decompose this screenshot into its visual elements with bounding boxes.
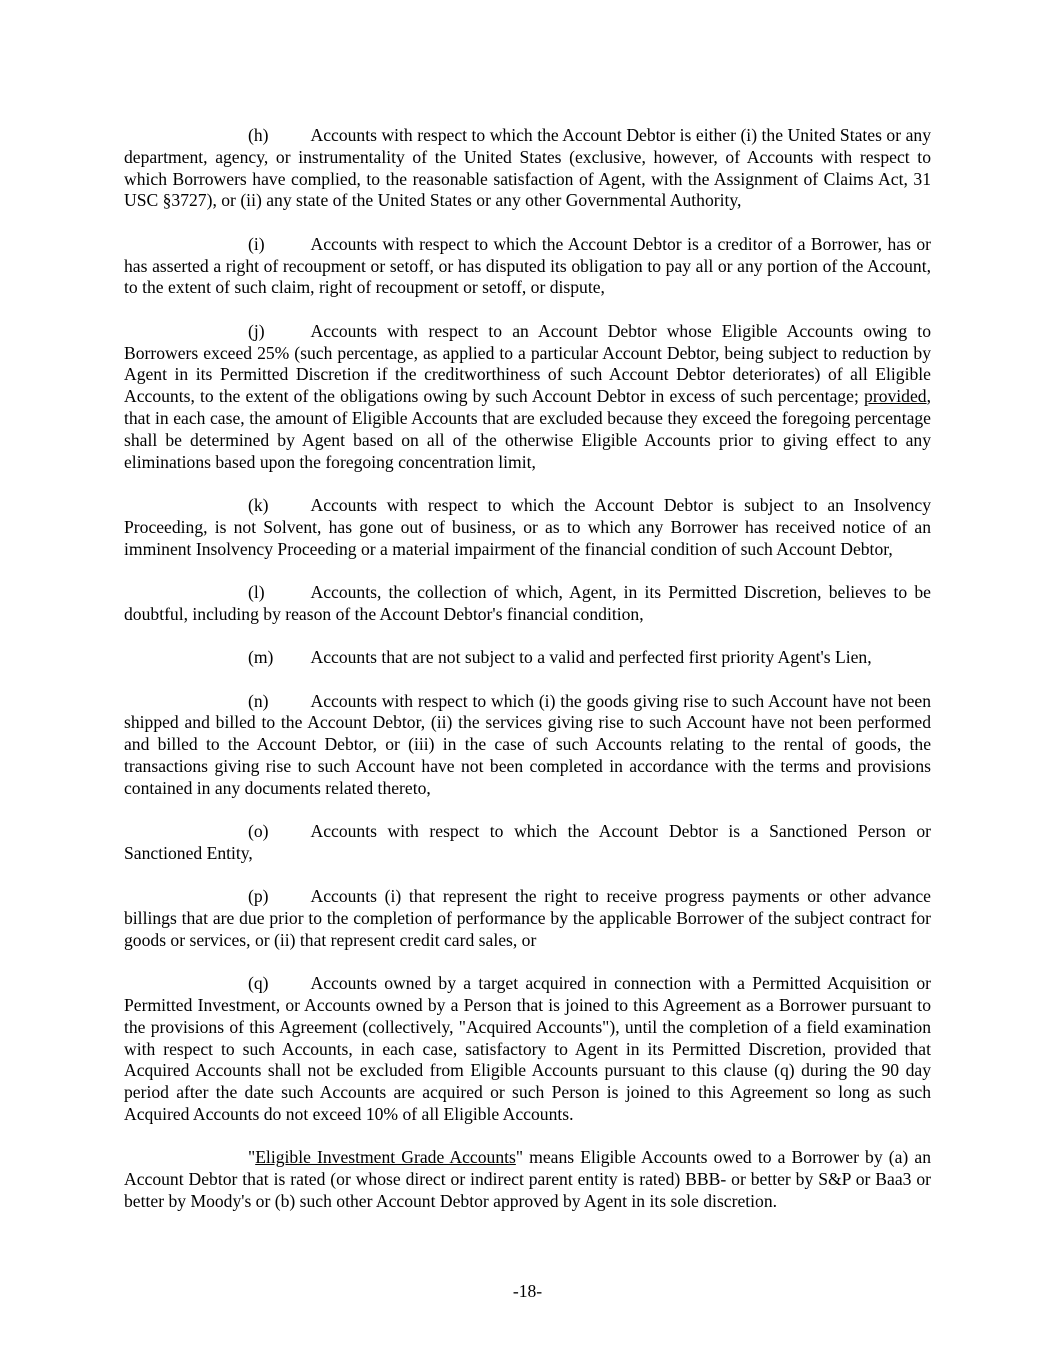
clause-o xyxy=(124,821,931,865)
clause-text: Accounts owned by a target acquired in connection with a Permitted Acquisition or Permitted Investment, or Accounts owned by a Person that is joined to this Agreement as a Borrower pursuant to the provisions of this Agreement (collectively, "Acquired Accounts"), until the completion of a field examination with respect to such Accounts, in each case, satisfactory to Agent in its Permitted Discretion, provided that Acquired Accounts shall not be excluded from Eligible Accounts pursuant to this clause (q) during the 90 day period after the date such Accounts are acquired or such Person is joined to this Agreement so long as such Acquired Accounts do not exceed 10% of all Eligible Accounts. xyxy=(124,973,931,1125)
clause-i xyxy=(124,234,931,299)
clause-label: (o) xyxy=(248,821,269,842)
clause-text: Accounts with respect to which the Account Debtor is a Sanctioned Person or Sanctioned Entity, xyxy=(124,821,931,863)
clause-label: (q) xyxy=(248,973,269,994)
clause-p xyxy=(124,886,931,951)
definition-eligible-investment-grade-accounts xyxy=(124,1147,931,1212)
clause-label: (l) xyxy=(248,581,265,602)
clause-text: Accounts with respect to an Account Debtor whose Eligible Accounts owing to Borrowers exceed 25% (such percentage, as applied to a particular Account Debtor, being subject to reduction by Agent in its Permitted Discretion if the creditworthiness of such Account Debtor deteriorates) of all Eligible Accounts, to the extent of the obligations owing by such Account Debtor in excess of such percentage; xyxy=(124,320,931,407)
clause-l xyxy=(124,582,931,626)
clause-text: Accounts (i) that represent the right to receive progress payments or other advance billings that are due prior to the completion of performance by the applicable Borrower of the subject contract for goods or services, or (ii) that represent credit card sales, or xyxy=(124,886,931,950)
clause-label: (j) xyxy=(248,320,265,341)
defined-term: Eligible Investment Grade Accounts xyxy=(255,1147,516,1168)
definition-text: " means Eligible Accounts owed to a Borrower by (a) an Account Debtor that is rated (or whose direct or indirect parent entity is rated) BBB- or better by S&P or Baa3 or better by Moody's or (b) such other Account Debtor approved by Agent in its sole discretion. xyxy=(124,1147,932,1212)
definition-open-quote: " xyxy=(248,1147,256,1168)
clause-j xyxy=(124,321,931,474)
clause-text: Accounts that are not subject to a valid and perfected first priority Agent's Lien, xyxy=(310,647,872,668)
clause-text-cont: , that in each case, the amount of Eligible Accounts that are excluded because they exceed the foregoing percentage shall be determined by Agent based on all of the otherwise Eligible Accounts prior to giving effect to any eliminations based upon the foregoing concentration limit, xyxy=(124,386,931,472)
provided-term: provided xyxy=(864,386,927,407)
clause-text: Accounts, the collection of which, Agent, in its Permitted Discretion, believes to be doubtful, including by reason of the Account Debtor's financial condition, xyxy=(124,581,931,624)
clause-label: (h) xyxy=(248,125,269,145)
clause-h xyxy=(124,125,931,212)
clause-label: (p) xyxy=(248,886,269,907)
clause-m xyxy=(124,647,931,669)
clause-q xyxy=(124,973,931,1126)
clause-label: (n) xyxy=(248,690,269,711)
clause-label: (m) xyxy=(248,647,274,668)
clause-text: Accounts with respect to which the Account Debtor is either (i) the United States or any department, agency, or instrumentality of the United States (exclusive, however, of Accounts with respect to which Borrowers have complied, to the reasonable satisfaction of Agent, with the Assignment of Claims Act, 31 USC §3727), or (ii) any state of the United States or any other Governmental Authority, xyxy=(124,125,931,211)
document-page xyxy=(124,125,931,1234)
clause-text: Accounts with respect to which the Account Debtor is a creditor of a Borrower, has or has asserted a right of recoupment or setoff, or has disputed its obligation to pay all or any portion of the Account, to the extent of such claim, right of recoupment or setoff, or dispute, xyxy=(124,233,931,298)
page-number: -18- xyxy=(512,1281,543,1301)
clause-n xyxy=(124,691,931,800)
clause-label: (i) xyxy=(248,233,265,254)
clause-k xyxy=(124,495,931,560)
clause-text: Accounts with respect to which the Account Debtor is subject to an Insolvency Proceeding, is not Solvent, has gone out of business, or as to which any Borrower has received notice of an imminent Insolvency Proceeding or a material impairment of the financial condition of such Account Debtor, xyxy=(124,494,931,559)
clause-text: Accounts with respect to which (i) the goods giving rise to such Account have not been shipped and billed to the Account Debtor, (ii) the services giving rise to such Account have not been performed and billed to the Account Debtor, or (iii) in the case of such Accounts relating to the rental of goods, the transactions giving rise to such Account have not been completed in accordance with the terms and provisions contained in any documents related thereto, xyxy=(124,690,931,798)
clause-label: (k) xyxy=(248,494,269,515)
